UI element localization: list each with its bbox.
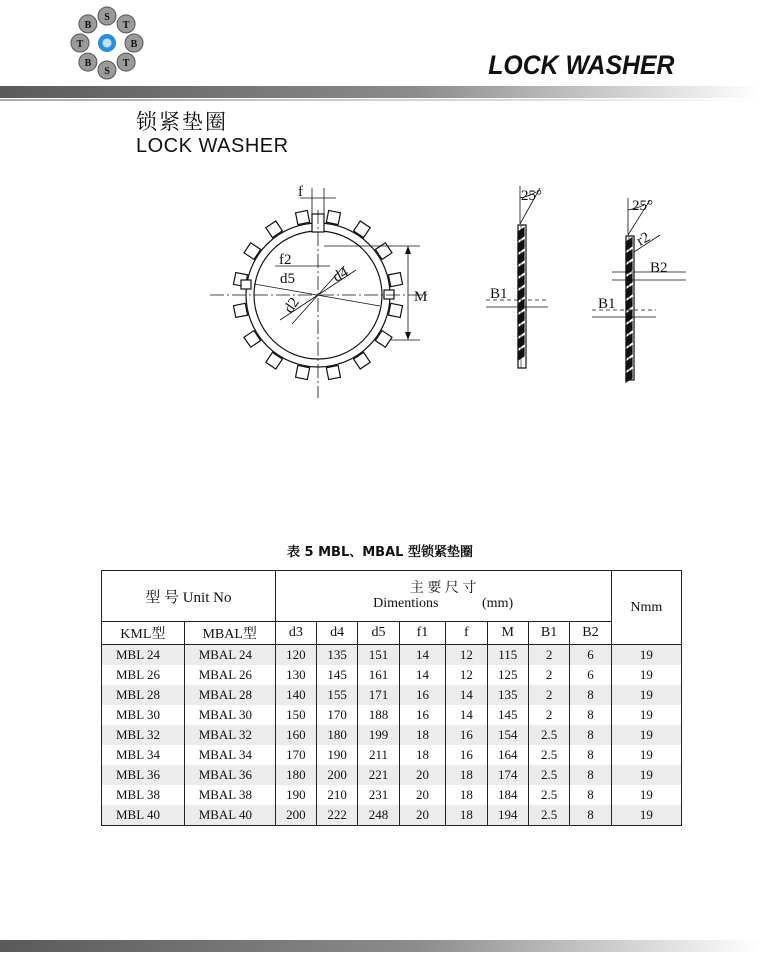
column-header: MBAL型 xyxy=(184,622,275,645)
table-cell: 145 xyxy=(317,665,358,685)
washer-tooth xyxy=(244,331,261,348)
table-cell: MBAL 34 xyxy=(184,745,275,765)
table-cell: 14 xyxy=(446,685,487,705)
column-header: d5 xyxy=(358,622,399,645)
table-row xyxy=(102,725,682,745)
table-cell: 12 xyxy=(446,665,487,685)
washer-tooth xyxy=(266,352,283,369)
table-cell: 164 xyxy=(487,745,528,765)
table-cell: MBAL 40 xyxy=(184,805,275,826)
table-cell: 2.5 xyxy=(528,745,569,765)
brand-logo xyxy=(70,6,144,80)
table-cell: 18 xyxy=(446,785,487,805)
washer-tooth xyxy=(244,243,261,260)
column-header: M xyxy=(487,622,528,645)
table-cell: 19 xyxy=(611,645,681,666)
logo-letter: T xyxy=(122,19,130,31)
table-cell: 211 xyxy=(358,745,399,765)
logo-letter: T xyxy=(76,39,84,50)
label-d5: d5 xyxy=(280,271,295,287)
table-cell: 8 xyxy=(570,745,611,765)
label-B2: B2 xyxy=(650,260,668,276)
table-cell: MBAL 30 xyxy=(184,705,275,725)
dims-header-en: Dimentions (mm) xyxy=(373,596,514,611)
table-row xyxy=(102,665,682,685)
table-cell: 190 xyxy=(317,745,358,765)
label-r2: r2 xyxy=(634,229,653,250)
washer-tooth xyxy=(388,303,402,317)
side-view-right xyxy=(592,198,686,382)
washer-tooth xyxy=(266,221,283,238)
unit-no-header: 型 号 Unit No xyxy=(102,571,276,622)
table-cell: 19 xyxy=(611,665,681,685)
label-angle-right: 25° xyxy=(632,198,653,214)
table-cell: 180 xyxy=(317,725,358,745)
table-cell: 194 xyxy=(487,805,528,826)
table-cell: 8 xyxy=(570,785,611,805)
table-cell: 19 xyxy=(611,705,681,725)
table-cell: MBAL 24 xyxy=(184,645,275,666)
table-cell: MBAL 36 xyxy=(184,765,275,785)
table-cell: 2 xyxy=(528,705,569,725)
table-cell: 16 xyxy=(399,685,446,705)
table-cell: 200 xyxy=(275,805,316,826)
column-header: d4 xyxy=(317,622,358,645)
table-cell: 135 xyxy=(487,685,528,705)
table-cell: 155 xyxy=(317,685,358,705)
table-row xyxy=(102,805,682,826)
washer-tooth xyxy=(375,243,392,260)
table-cell: 221 xyxy=(358,765,399,785)
table-cell: MBL 34 xyxy=(102,745,185,765)
table-cell: MBAL 26 xyxy=(184,665,275,685)
column-header: d3 xyxy=(275,622,316,645)
table-caption: 表 5 MBL、MBAL 型锁紧垫圈 xyxy=(287,545,473,560)
label-d4: d4 xyxy=(330,264,352,286)
table-cell: 2.5 xyxy=(528,765,569,785)
table-cell: 8 xyxy=(570,765,611,785)
brand-title: LOCK WASHER xyxy=(487,50,674,80)
table-cell: MBL 40 xyxy=(102,805,185,826)
table-cell: 18 xyxy=(446,805,487,826)
table-cell: 2.5 xyxy=(528,785,569,805)
table-cell: 19 xyxy=(611,685,681,705)
washer-tooth xyxy=(326,365,340,379)
table-cell: 16 xyxy=(399,705,446,725)
table-cell: 184 xyxy=(487,785,528,805)
table-cell: 18 xyxy=(399,745,446,765)
table-cell: 2.5 xyxy=(528,725,569,745)
table-cell: 190 xyxy=(275,785,316,805)
label-M: M xyxy=(414,289,428,305)
table-cell: 19 xyxy=(611,745,681,765)
table-cell: 145 xyxy=(487,705,528,725)
label-angle-left: 25° xyxy=(521,188,542,204)
table-cell: 174 xyxy=(487,765,528,785)
side-view-left xyxy=(486,186,548,368)
dims-header-cn: 主 要 尺 寸 xyxy=(409,581,477,596)
table-row xyxy=(102,765,682,785)
label-f2: f2 xyxy=(279,252,292,268)
table-cell: 19 xyxy=(611,765,681,785)
table-row xyxy=(102,705,682,725)
washer-tooth xyxy=(233,303,247,317)
table-cell: 2 xyxy=(528,685,569,705)
table-cell: 222 xyxy=(317,805,358,826)
table-cell: 160 xyxy=(275,725,316,745)
table-cell: 8 xyxy=(570,705,611,725)
table-cell: 161 xyxy=(358,665,399,685)
table-cell: MBL 36 xyxy=(102,765,185,785)
table-cell: 150 xyxy=(275,705,316,725)
table-cell: 231 xyxy=(358,785,399,805)
table-cell: 16 xyxy=(446,745,487,765)
table-cell: 12 xyxy=(446,645,487,666)
table-cell: 19 xyxy=(611,785,681,805)
table-cell: 18 xyxy=(399,725,446,745)
table-cell: 20 xyxy=(399,765,446,785)
table-cell: 20 xyxy=(399,785,446,805)
header-rule xyxy=(0,86,760,98)
label-f: f xyxy=(298,184,303,200)
table-cell: 14 xyxy=(446,705,487,725)
table-cell: MBL 38 xyxy=(102,785,185,805)
table-cell: 6 xyxy=(570,665,611,685)
column-header: KML型 xyxy=(102,622,185,645)
table-cell: 8 xyxy=(570,685,611,705)
table-cell: 19 xyxy=(611,725,681,745)
nmm-header: Nmm xyxy=(611,571,681,645)
table-cell: 200 xyxy=(317,765,358,785)
table-cell: 8 xyxy=(570,805,611,826)
label-B1-right: B1 xyxy=(598,296,616,312)
table-cell: MBL 28 xyxy=(102,685,185,705)
table-cell: MBAL 38 xyxy=(184,785,275,805)
table-cell: MBL 26 xyxy=(102,665,185,685)
table-row xyxy=(102,645,682,666)
spec-table xyxy=(101,570,682,826)
table-row xyxy=(102,785,682,805)
table-cell: 248 xyxy=(358,805,399,826)
column-header: B2 xyxy=(570,622,611,645)
label-B1-left: B1 xyxy=(490,286,508,302)
washer-tooth xyxy=(296,365,310,379)
logo-letter: S xyxy=(104,66,110,77)
label-d2: d2 xyxy=(281,294,303,317)
table-cell: 188 xyxy=(358,705,399,725)
washer-tooth xyxy=(296,210,310,224)
table-cell: MBL 24 xyxy=(102,645,185,666)
column-header: f1 xyxy=(399,622,446,645)
table-row xyxy=(102,745,682,765)
footer-rule xyxy=(0,940,760,952)
table-cell: 2.5 xyxy=(528,805,569,826)
table-cell: 2 xyxy=(528,665,569,685)
column-header: B1 xyxy=(528,622,569,645)
washer-tooth xyxy=(326,210,340,224)
table-cell: 120 xyxy=(275,645,316,666)
column-header: f xyxy=(446,622,487,645)
table-cell: 18 xyxy=(446,765,487,785)
table-cell: 154 xyxy=(487,725,528,745)
column-header-row xyxy=(102,622,682,645)
logo-letter: S xyxy=(104,12,110,23)
table-cell: 151 xyxy=(358,645,399,666)
table-cell: 171 xyxy=(358,685,399,705)
dimensions-header xyxy=(275,571,611,622)
table-cell: 130 xyxy=(275,665,316,685)
table-cell: 14 xyxy=(399,665,446,685)
table-cell: 16 xyxy=(446,725,487,745)
table-cell: 20 xyxy=(399,805,446,826)
logo-letter: T xyxy=(122,58,130,70)
table-cell: 180 xyxy=(275,765,316,785)
table-cell: MBL 30 xyxy=(102,705,185,725)
table-cell: 6 xyxy=(570,645,611,666)
table-cell: 135 xyxy=(317,645,358,666)
washer-tooth xyxy=(388,273,402,287)
washer-tooth xyxy=(375,331,392,348)
table-cell: 170 xyxy=(317,705,358,725)
table-cell: MBAL 32 xyxy=(184,725,275,745)
table-cell: 2 xyxy=(528,645,569,666)
table-cell: MBAL 28 xyxy=(184,685,275,705)
table-cell: 210 xyxy=(317,785,358,805)
page-title-cn: 锁紧垫圈 xyxy=(136,110,228,134)
logo-letter: B xyxy=(84,19,92,31)
table-cell: MBL 32 xyxy=(102,725,185,745)
table-cell: 8 xyxy=(570,725,611,745)
logo-letter: B xyxy=(84,58,92,70)
table-cell: 115 xyxy=(487,645,528,666)
table-cell: 125 xyxy=(487,665,528,685)
header-rule-thin xyxy=(0,99,760,101)
lock-washer-drawing xyxy=(0,180,760,400)
table-cell: 170 xyxy=(275,745,316,765)
table-cell: 14 xyxy=(399,645,446,666)
washer-tooth xyxy=(354,352,371,369)
table-cell: 19 xyxy=(611,805,681,826)
page-title-en: LOCK WASHER xyxy=(136,135,289,157)
table-cell: 199 xyxy=(358,725,399,745)
table-row xyxy=(102,685,682,705)
logo-letter: B xyxy=(130,39,138,50)
table-cell: 140 xyxy=(275,685,316,705)
washer-tooth xyxy=(354,221,371,238)
